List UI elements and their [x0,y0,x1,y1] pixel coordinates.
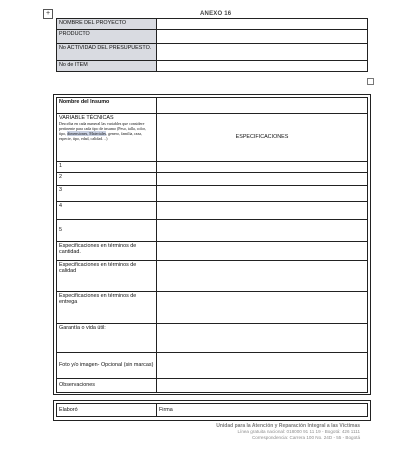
footer [216,423,360,441]
warranty-label: Garantía o vida útil: [57,324,157,353]
numbered-row-value[interactable] [157,220,368,242]
table-row [57,61,368,72]
elaboro-label: Elaboró [57,404,157,417]
table-row [57,379,368,393]
spec-delivery-value[interactable] [157,292,368,324]
table-row [57,44,368,61]
project-name-label: NOMBRE DEL PROYECTO [57,19,157,30]
photo-value[interactable] [157,353,368,379]
specifications-header: ESPECIFICACIONES [157,114,368,162]
item-number-value[interactable] [157,61,368,72]
numbered-row-label: 4 [57,202,157,220]
table-row [57,19,368,30]
table-row [57,220,368,242]
numbered-row-value[interactable] [157,162,368,173]
photo-label: Foto y/o imagen- Opcional (sin marcas) [57,353,157,379]
budget-activity-text: No ACTIVIDAD DEL PRESUPUESTO. [59,45,152,51]
variable-tecnicas-cell [57,114,157,162]
variable-tecnicas-description: Describa en cada numeral las variables que considere pertinente para cada tipo de insumo (Peso, talla, color, tipo, dimensiones, Materiales, genero, familia, raza, especie, tipo, edad, calidad…) [59,121,146,141]
numbered-row-label: 1 [57,162,157,173]
variable-tecnicas-title: VARIABLE TÉCNICAS [59,115,114,121]
table-resize-handle-icon[interactable] [367,78,374,85]
table-row [57,173,368,186]
table-move-handle-icon[interactable]: + [43,9,53,19]
table-row [57,292,368,324]
project-name-value[interactable] [157,19,368,30]
spec-quantity-value[interactable] [157,242,368,261]
footer-org: Unidad para la Atención y Reparación Integral a las Víctimas [216,423,360,429]
table-row [57,404,368,417]
footer-line-1: Línea gratuita nacional: 018000 91 11 19 - Bogotá: 426 1111 [237,429,360,434]
numbered-row-label: 5 [57,220,157,242]
warranty-value[interactable] [157,324,368,353]
observations-value[interactable] [157,379,368,393]
budget-activity-value[interactable] [157,44,368,61]
spec-quality-label: Especificaciones en términos de calidad [57,261,157,292]
spec-delivery-label: Especificaciones en términos de entrega [57,292,157,324]
table-row [57,114,368,162]
insumo-table [56,97,368,393]
table-row [57,353,368,379]
numbered-row-value[interactable] [157,186,368,202]
table-row [57,261,368,292]
insumo-name-value[interactable] [157,98,368,114]
annex-title: ANEXO 16 [200,11,232,17]
observations-label: Observaciones [57,379,157,393]
spec-quantity-label: Especificaciones en términos de cantidad. [57,242,157,261]
table-row [57,30,368,44]
budget-activity-label [57,44,157,61]
insumo-name-label: Nombre del Insumo [57,98,157,114]
firma-label: Firma [157,404,368,417]
table-row [57,202,368,220]
product-label: PRODUCTO [57,30,157,44]
table-row [57,162,368,173]
product-value[interactable] [157,30,368,44]
table-row [57,324,368,353]
footer-line-2: Correspondencia: Carrera 100 No. 24D - 55 - Bogotá [251,435,360,440]
table-row [57,98,368,114]
spec-quality-value[interactable] [157,261,368,292]
numbered-row-value[interactable] [157,202,368,220]
dimensions-materials-link[interactable]: dimensiones, Materiales [67,131,107,136]
item-number-label: No de ITEM [57,61,157,72]
signature-table [56,403,368,417]
numbered-row-value[interactable] [157,173,368,186]
table-row [57,242,368,261]
numbered-row-label: 2 [57,173,157,186]
project-table [56,18,368,72]
numbered-row-label: 3 [57,186,157,202]
table-row [57,186,368,202]
